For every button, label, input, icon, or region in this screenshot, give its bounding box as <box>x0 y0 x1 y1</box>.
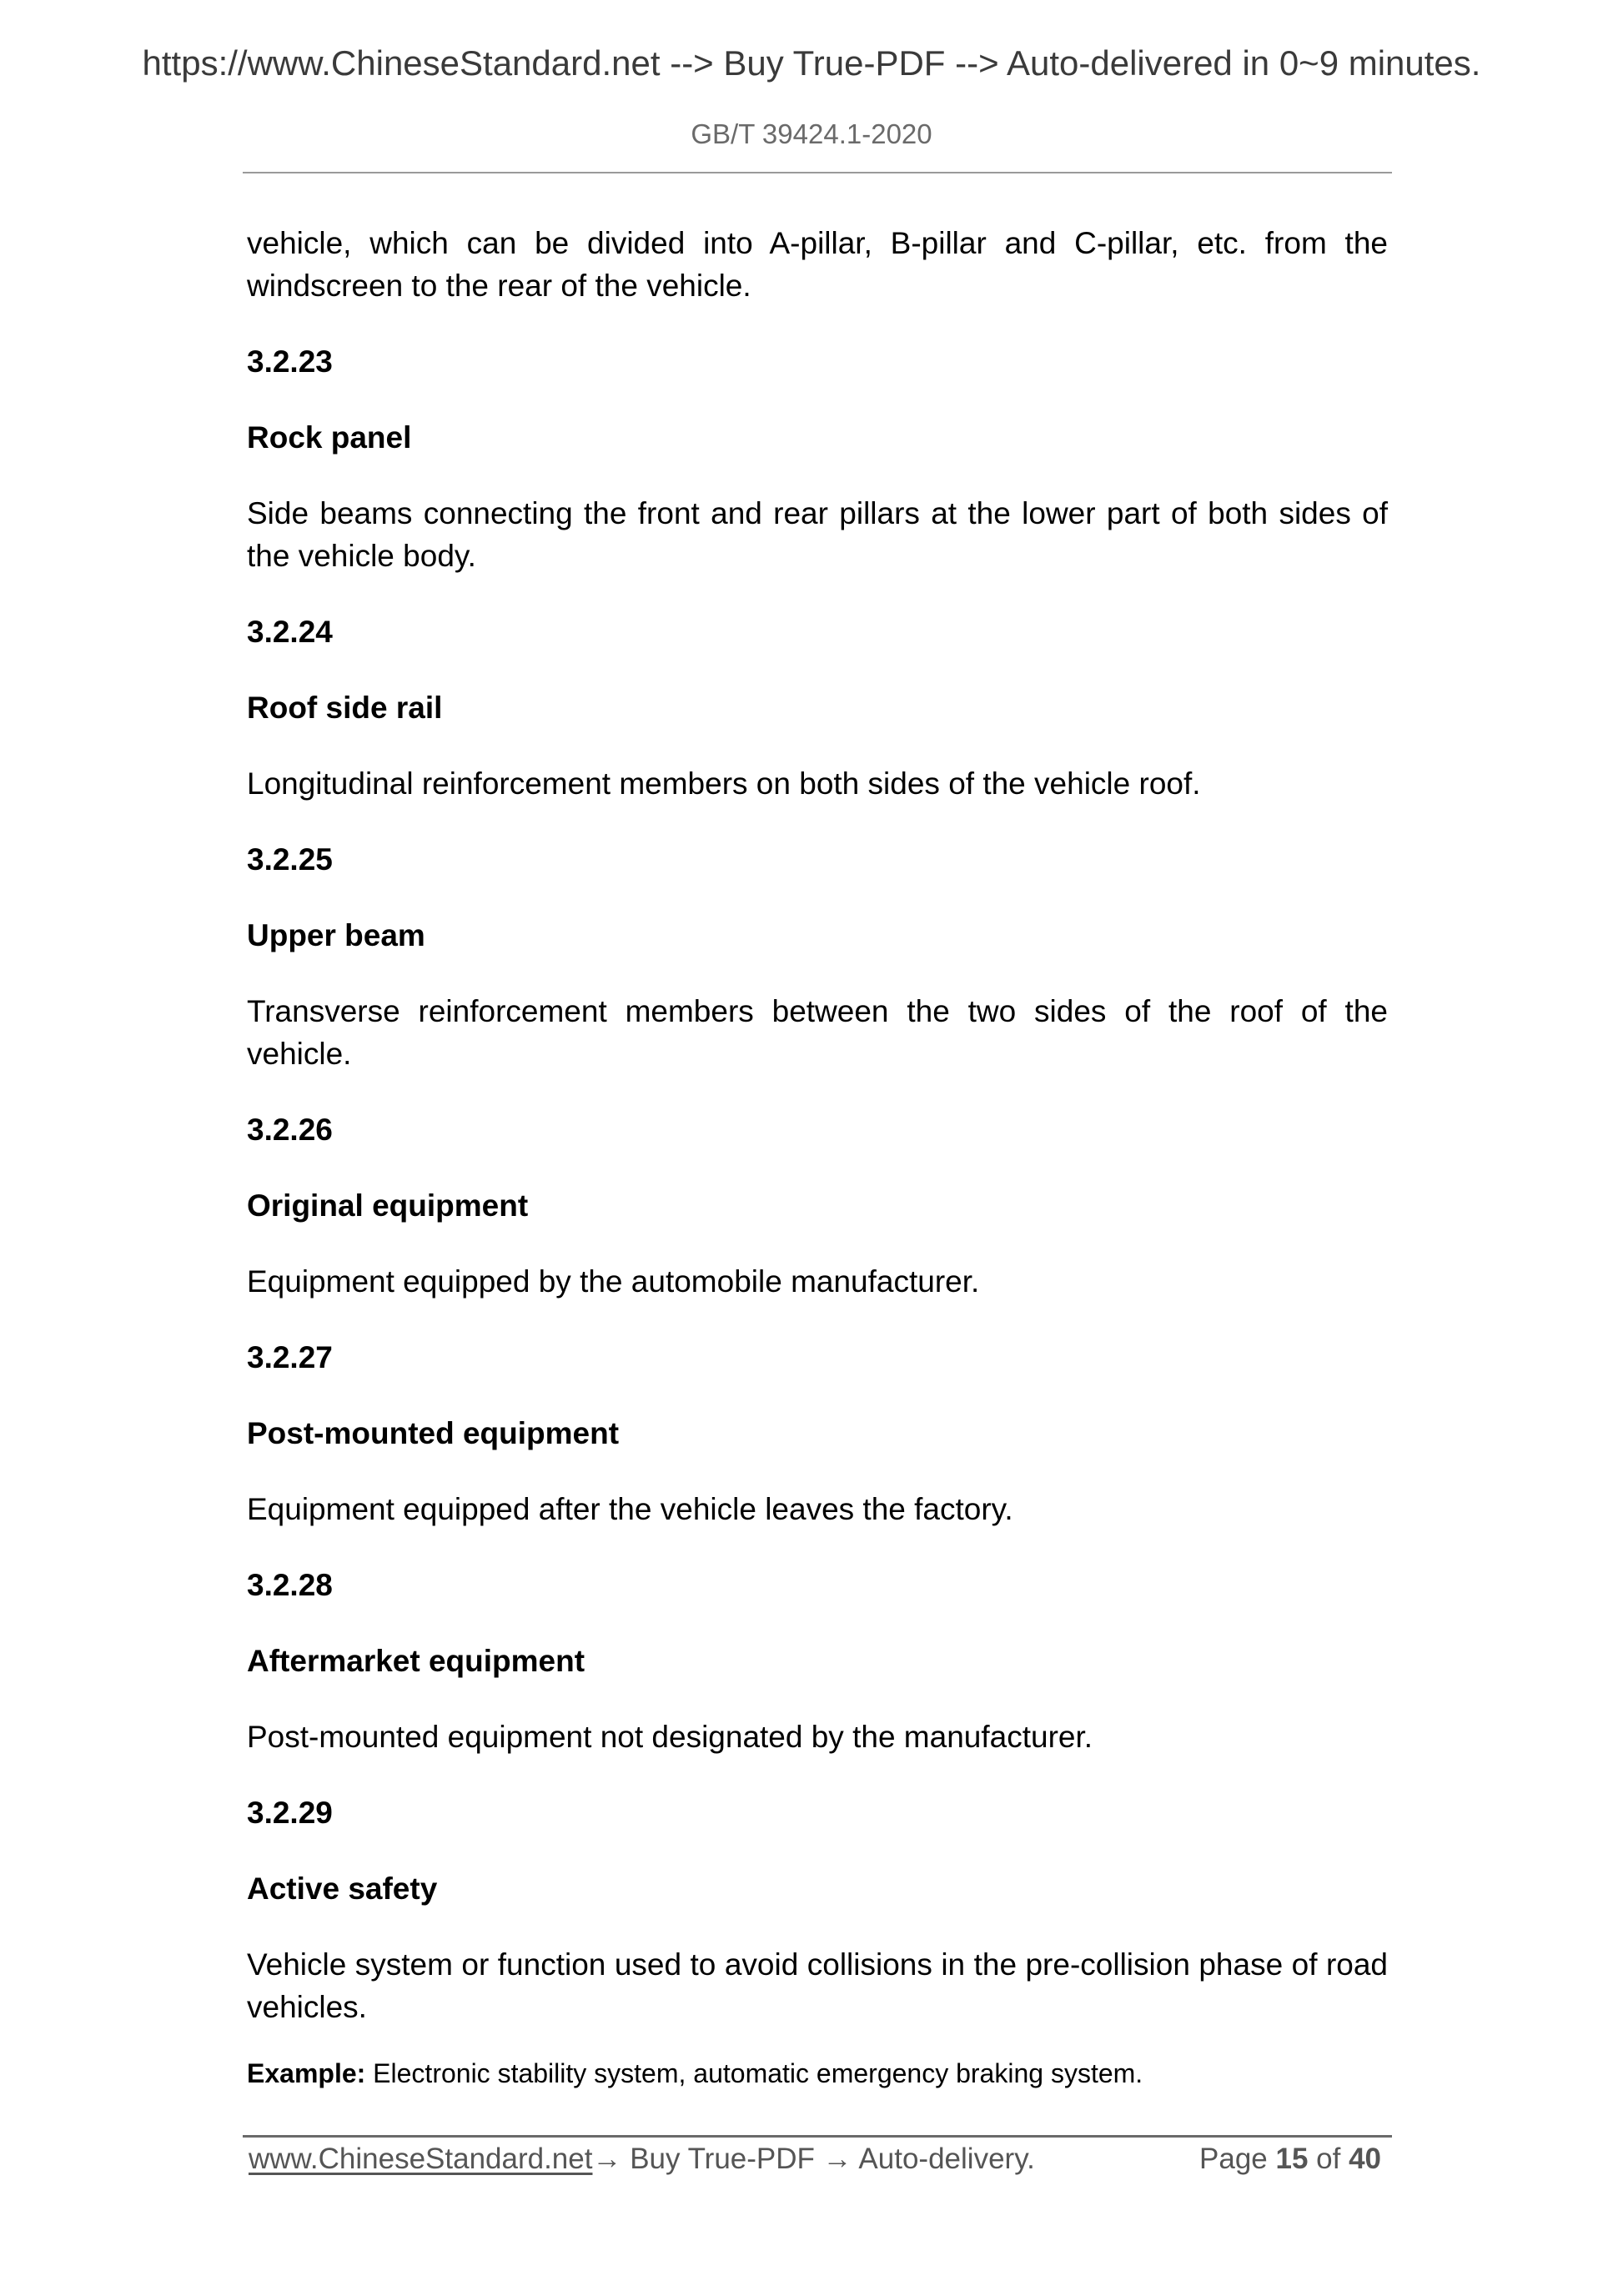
arrow-right-icon: → <box>822 2143 852 2175</box>
clause-definition: Longitudinal reinforcement members on both sides of the vehicle roof. <box>247 766 1201 801</box>
example-label: Example: <box>247 2058 366 2088</box>
clause-3-2-23 <box>247 340 1388 577</box>
buy-text: Buy True-PDF <box>621 2143 823 2175</box>
example-note <box>247 2055 1388 2092</box>
delivery-text: Auto-delivery. <box>852 2143 1035 2175</box>
page-total: 40 <box>1349 2143 1381 2175</box>
page-footer <box>249 2141 1384 2178</box>
top-banner: https://www.ChineseStandard.net --> Buy True-PDF --> Auto-delivered in 0~9 minutes. <box>142 43 1481 83</box>
clause-number: 3.2.23 <box>247 344 333 379</box>
clause-definition: Equipment equipped after the vehicle leaves the factory. <box>247 1492 1013 1526</box>
page-indicator <box>1199 2141 1381 2178</box>
clause-definition: Vehicle system or function used to avoid collisions in the pre-collision phase of road vehicles. <box>247 1947 1388 2024</box>
clause-3-2-26 <box>247 1108 1388 1303</box>
clause-number: 3.2.28 <box>247 1568 333 1602</box>
clause-number: 3.2.26 <box>247 1113 333 1147</box>
clause-term: Roof side rail <box>247 691 443 725</box>
clause-3-2-29 <box>247 1791 1388 2028</box>
footer-promo <box>249 2141 1035 2178</box>
clause-3-2-27 <box>247 1336 1388 1530</box>
clause-term: Aftermarket equipment <box>247 1644 585 1678</box>
example-text: Electronic stability system, automatic emergency braking system. <box>365 2058 1143 2088</box>
clause-term: Active safety <box>247 1871 438 1906</box>
clause-3-2-25 <box>247 838 1388 1075</box>
clause-number: 3.2.29 <box>247 1796 333 1830</box>
clause-definition: Side beams connecting the front and rear pillars at the lower part of both sides of the vehicle body. <box>247 496 1388 573</box>
page-current: 15 <box>1275 2143 1309 2175</box>
clause-term: Rock panel <box>247 420 412 455</box>
clause-term: Original equipment <box>247 1188 529 1223</box>
clause-number: 3.2.25 <box>247 842 333 877</box>
clause-3-2-28 <box>247 1564 1388 1758</box>
page-of: of <box>1308 2143 1349 2175</box>
document-code: GB/T 39424.1-2020 <box>691 118 932 149</box>
website-link[interactable]: www.ChineseStandard.net <box>249 2143 593 2175</box>
clause-3-2-24 <box>247 610 1388 805</box>
clause-number: 3.2.24 <box>247 615 333 649</box>
arrow-right-icon: → <box>592 2143 622 2175</box>
clause-definition: Post-mounted equipment not designated by the manufacturer. <box>247 1720 1093 1754</box>
clause-term: Post-mounted equipment <box>247 1416 620 1450</box>
header-divider <box>243 172 1392 173</box>
continued-paragraph: vehicle, which can be divided into A-pillar, B-pillar and C-pillar, etc. from the windscreen to the rear of the vehicle. <box>247 226 1388 303</box>
footer-divider <box>243 2135 1392 2138</box>
page-label: Page <box>1199 2143 1276 2175</box>
clause-term: Upper beam <box>247 918 425 952</box>
clause-definition: Equipment equipped by the automobile manufacturer. <box>247 1264 980 1299</box>
document-body <box>247 222 1388 2092</box>
clause-number: 3.2.27 <box>247 1340 333 1374</box>
clause-definition: Transverse reinforcement members between the two sides of the roof of the vehicle. <box>247 994 1388 1071</box>
